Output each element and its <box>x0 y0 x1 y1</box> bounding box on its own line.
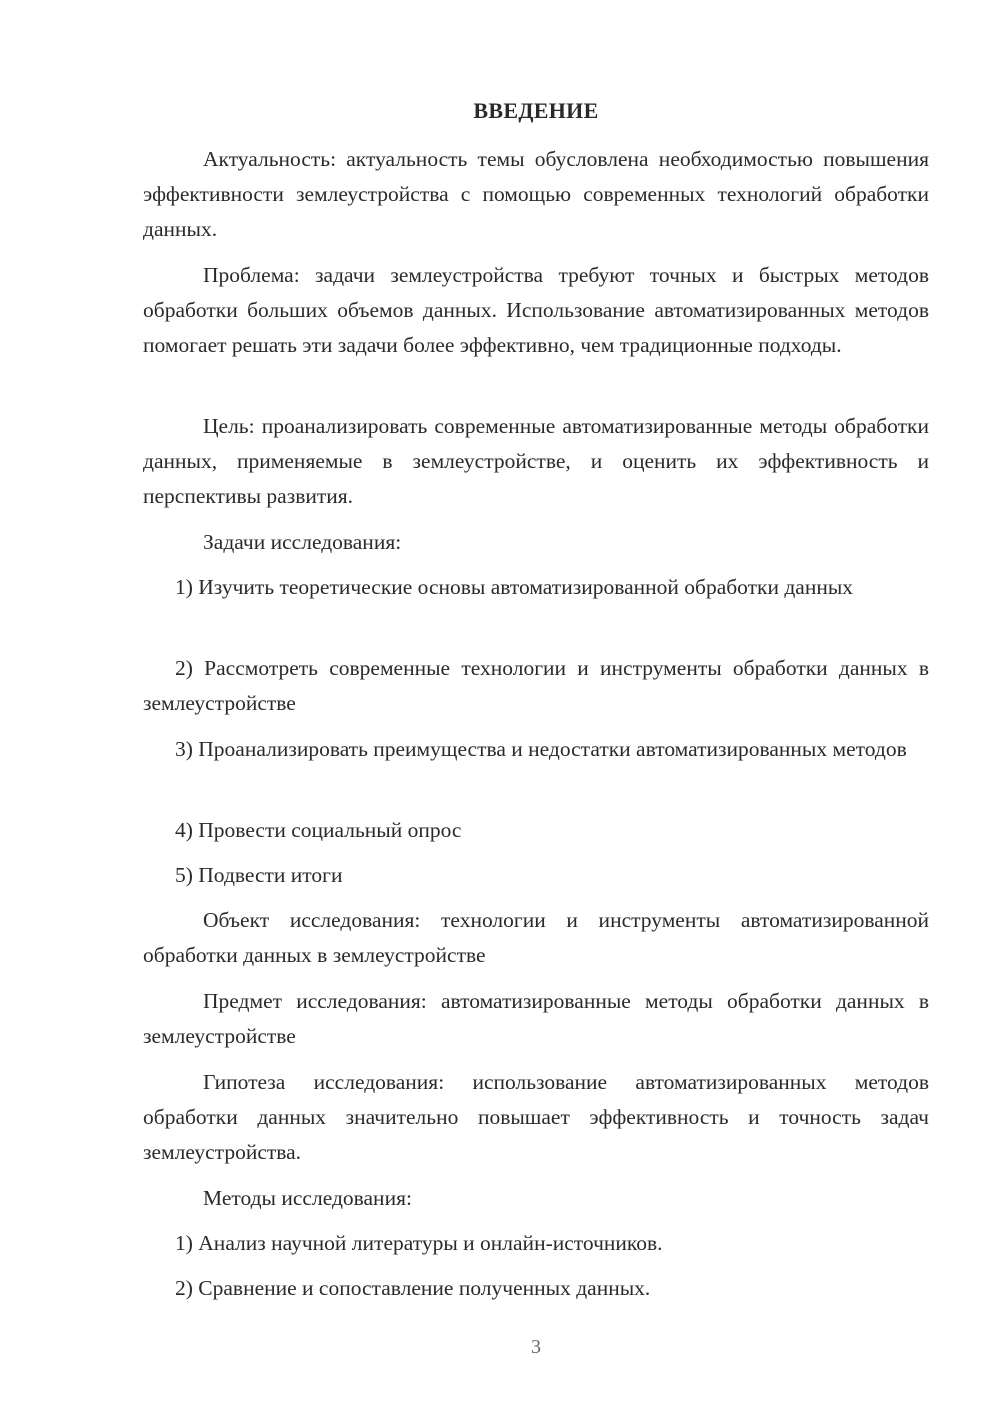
method-item: 1) Анализ научной литературы и онлайн-источников. <box>175 1231 663 1255</box>
method-item: 2) Сравнение и сопоставление полученных данных. <box>175 1276 651 1300</box>
problem-paragraph: Проблема: задачи землеустройства требуют точных и быстрых методов обработки больших объемов данных. Использование автоматизированных методов помогает решать эти задачи более эффективно, чем традиционные подходы. <box>143 263 929 357</box>
tasks-heading: Задачи исследования: <box>203 530 402 554</box>
object-paragraph: Объект исследования: технологии и инструменты автоматизированной обработки данных в землеустройстве <box>143 908 929 967</box>
task-item: 1) Изучить теоретические основы автоматизированной обработки данных <box>175 575 854 599</box>
section-title: ВВЕДЕНИЕ <box>473 98 599 123</box>
task-item: 2) Рассмотреть современные технологии и инструменты обработки данных в землеустройстве <box>143 656 929 715</box>
hypothesis-paragraph: Гипотеза исследования: использование автоматизированных методов обработки данных значительно повышает эффективность и точность задач землеустройства. <box>143 1070 929 1164</box>
task-item: 4) Провести социальный опрос <box>175 818 462 842</box>
task-item: 3) Проанализировать преимущества и недостатки автоматизированных методов <box>175 737 907 761</box>
page-number: 3 <box>531 1336 541 1358</box>
task-item: 5) Подвести итоги <box>175 863 343 887</box>
methods-heading: Методы исследования: <box>203 1186 412 1210</box>
relevance-paragraph: Актуальность: актуальность темы обусловлена необходимостью повышения эффективности землеустройства с помощью современных технологий обработки данных. <box>143 147 929 241</box>
subject-paragraph: Предмет исследования: автоматизированные методы обработки данных в землеустройстве <box>143 989 929 1048</box>
goal-paragraph: Цель: проанализировать современные автоматизированные методы обработки данных, применяемые в землеустройстве, и оценить их эффективность и перспективы развития. <box>143 414 929 508</box>
